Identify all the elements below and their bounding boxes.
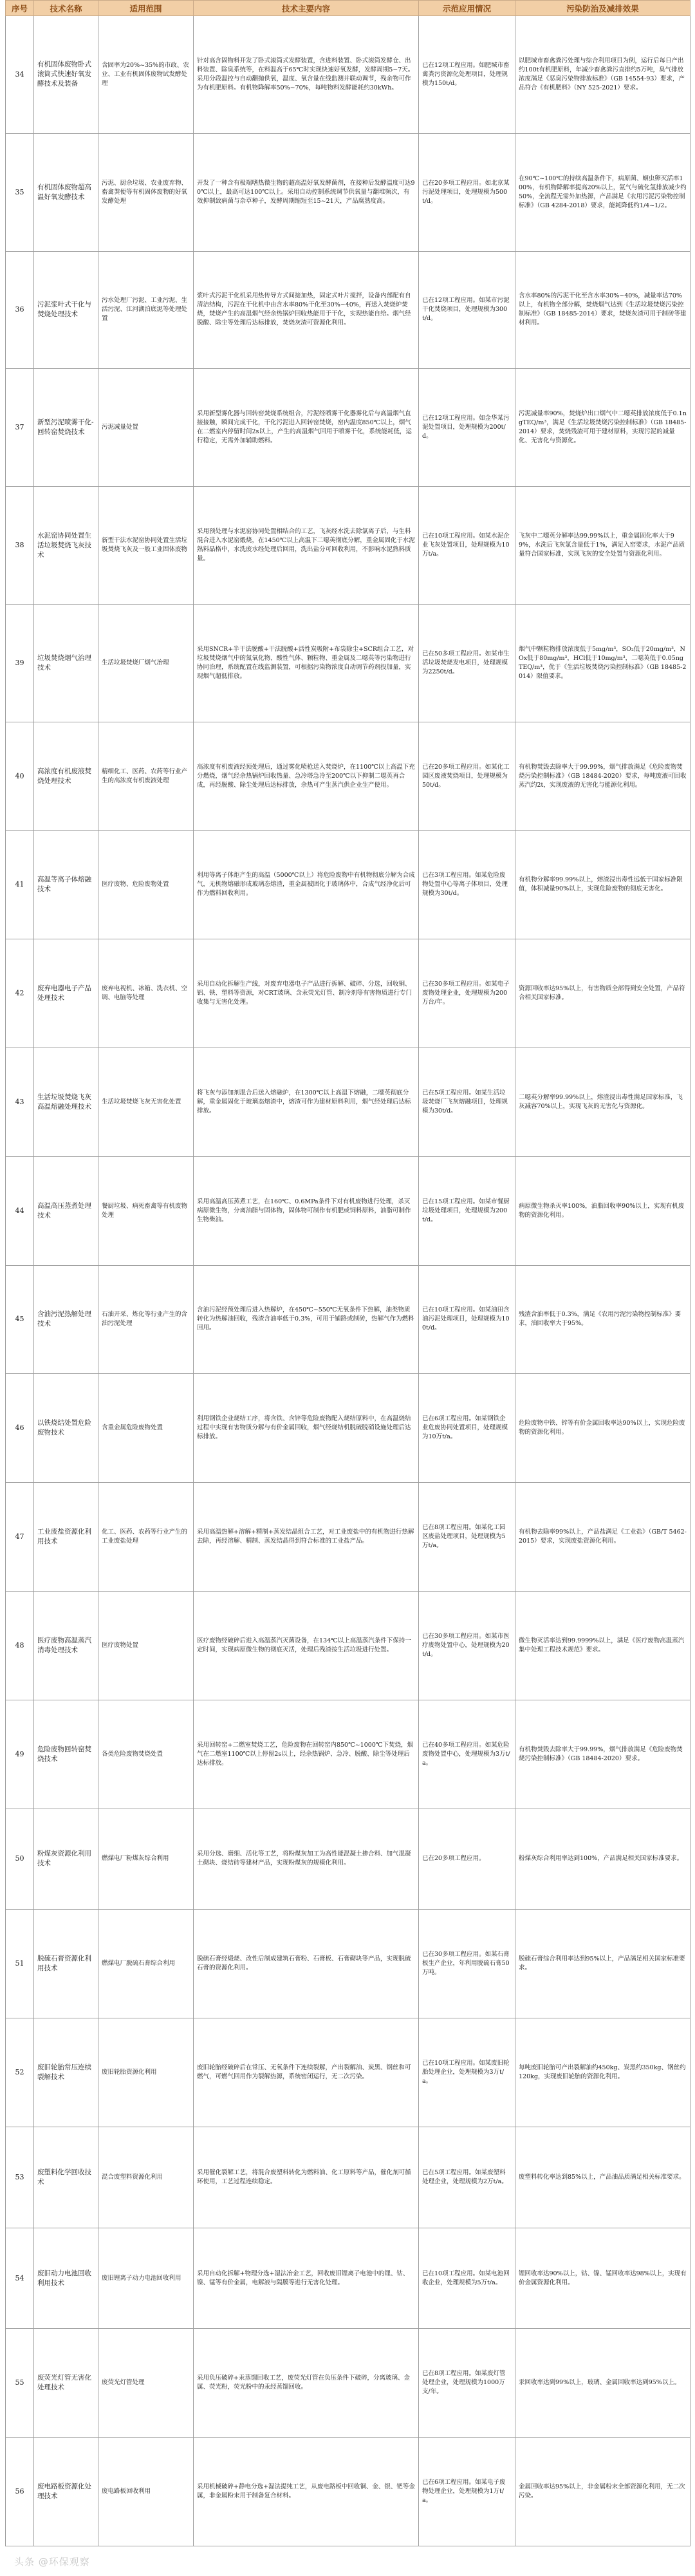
applicable-scope: 废旧锂离子动力电池回收利用 (98, 2228, 194, 2329)
table-header-row (6, 1, 690, 16)
table-body (6, 16, 690, 2546)
technology-name: 废旧动力电池回收利用技术 (34, 2228, 98, 2329)
technology-description: 采用新型雾化器与回转窑焚烧系统组合，污泥经喷雾干化器雾化后与高温烟气直接接触，瞬间完成干化，干化污泥进入回转窑焚烧，窑内温度850℃以上，烟气在二燃室内停留时间2s以上，产生的高温烟气回用于喷雾干化，系统能耗低，运行稳定，无需外加辅助燃料。 (194, 369, 419, 487)
applicable-scope: 医疗废物处置 (98, 1591, 194, 1700)
applicable-scope: 废弃电视机、冰箱、洗衣机、空调、电脑等处理 (98, 939, 194, 1048)
technology-name: 工业废盐资源化利用技术 (34, 1483, 98, 1592)
table-row (6, 2329, 690, 2438)
header-description: 技术主要内容 (194, 1, 419, 16)
pollution-control-effect: 二噁英分解率99.99%以上，熔渣浸出毒性满足国家标准，飞灰减容70%以上，实现飞灰的无害化与资源化。 (515, 1048, 690, 1157)
application-case: 已在40多项工程应用。如某危险废物处置中心，处理规模为3万t/a。 (419, 1700, 515, 1809)
table-row (6, 1483, 690, 1592)
technology-description: 采用高温热解+溶解+精制+蒸发结晶组合工艺，对工业废盐中的有机物进行热解去除，再经溶解、精制、蒸发结晶得到符合标准的工业盐产品。 (194, 1483, 419, 1592)
row-index: 48 (6, 1591, 34, 1700)
applicable-scope: 医疗废物、危险废物处置 (98, 831, 194, 939)
technology-name: 粉煤灰资源化利用技术 (34, 1809, 98, 1910)
table-row (6, 1809, 690, 1910)
pollution-control-effect: 锂回收率达90%以上，钴、镍、锰回收率达98%以上，实现有价金属资源化利用。 (515, 2228, 690, 2329)
application-case: 已在15项工程应用。如某市餐厨垃圾处理项目，处理规模为200t/d。 (419, 1156, 515, 1265)
application-case: 已在20多项工程应用。如某化工园区废液焚烧项目，处理规模为50t/d。 (419, 722, 515, 831)
table-row (6, 369, 690, 487)
table-row (6, 831, 690, 939)
technology-name: 水泥窑协同处置生活垃圾焚烧飞灰技术 (34, 487, 98, 605)
applicable-scope: 化工、医药、农药等行业产生的工业废盐处理 (98, 1483, 194, 1592)
technology-description: 采用自动化拆解生产线，对废弃电器电子产品进行拆解、破碎、分选，回收铜、铝、铁、塑料等资源，对CRT玻璃、含汞荧光灯管、制冷剂等有害物质进行专门收集与无害化处理。 (194, 939, 419, 1048)
technology-name: 垃圾焚烧烟气治理技术 (34, 604, 98, 722)
technology-description: 含油污泥经预处理后进入热解炉，在450℃~550℃无氧条件下热解，油类物质转化为热解油回收，残渣含油率低于0.3%，可用于铺路或制砖，热解气作为燃料回用。 (194, 1265, 419, 1374)
technology-name: 废弃电器电子产品处理技术 (34, 939, 98, 1048)
applicable-scope: 废旧轮胎资源化利用 (98, 2018, 194, 2127)
table-row (6, 604, 690, 722)
table-row (6, 251, 690, 369)
pollution-control-effect: 微生物灭活率达到99.9999%以上，满足《医疗废物高温蒸汽集中处理工程技术规范》要求。 (515, 1591, 690, 1700)
technology-description: 废旧轮胎经破碎后在常压、无氧条件下连续裂解，产出裂解油、炭黑、钢丝和可燃气，可燃气回用作为裂解热源，系统密闭运行，无二次污染。 (194, 2018, 419, 2127)
technology-name: 新型污泥喷雾干化-回转窑焚烧技术 (34, 369, 98, 487)
technology-description: 采用预处理与水泥窑协同处置相结合的工艺，飞灰经水洗去除氯离子后，与生料混合进入水泥窑煅烧，在1450℃以上高温下二噁英彻底分解，重金属固化于水泥熟料晶格中，水洗废水经处理后回用，洗出盐分可回收利用，不影响水泥熟料质量。 (194, 487, 419, 605)
technology-description: 开发了一种含有极端嗜热微生物的超高温好氧发酵菌剂，在接种后发酵温度可达90℃以上，最高可达100℃以上。采用自动控制系统调节供氧量与翻堆频次，有效抑制致病菌与杂草种子，发酵周期缩短至15~21天，产品腐熟度高。 (194, 133, 419, 251)
pollution-control-effect: 粉煤灰综合利用率达到100%，产品满足相关国家标准要求。 (515, 1809, 690, 1910)
pollution-control-effect: 病原微生物杀灭率100%，油脂回收率90%以上，实现有机废物的资源化利用。 (515, 1156, 690, 1265)
technology-name: 废荧光灯管无害化处理技术 (34, 2329, 98, 2438)
technology-description: 利用等离子体炬产生的高温（5000℃以上）将危险废物中有机物彻底分解为合成气，无机物熔融形成玻璃态熔渣，重金属被固化于玻璃体中，合成气经净化后可作为燃料回收利用。 (194, 831, 419, 939)
pollution-control-effect: 在90℃~100℃的持续高温条件下，病原菌、蛔虫卵灭活率100%，有机物降解率提高20%以上，氨气与硫化氢排放减少约50%，全流程无需外加热源，产品满足《农用污泥污染物控制标准》（GB 4284-2018）要求，能耗降低约1/4~1/2。 (515, 133, 690, 251)
technology-name: 高浓度有机废液焚烧处理技术 (34, 722, 98, 831)
technology-name: 高温等离子体熔融技术 (34, 831, 98, 939)
pollution-control-effect: 烟气中颗粒物排放浓度低于5mg/m³，SO₂低于20mg/m³，NOx低于80mg/m³，HCl低于10mg/m³，二噁英低于0.05ngTEQ/m³，优于《生活垃圾焚烧污染控制标准》（GB 18485-2014）限值要求。 (515, 604, 690, 722)
row-index: 51 (6, 1910, 34, 2018)
technology-description: 采用负压破碎+汞蒸馏回收工艺，废荧光灯管在负压条件下破碎，分离玻璃、金属、荧光粉，荧光粉中的汞经蒸馏回收。 (194, 2329, 419, 2438)
applicable-scope: 新型干法水泥窑协同处置生活垃圾焚烧飞灰及一般工业固体废物 (98, 487, 194, 605)
table-row (6, 2018, 690, 2127)
technology-description: 采用自动化拆解+物理分选+湿法冶金工艺，回收废旧锂离子电池中的锂、钴、镍、锰等有价金属，电解液与隔膜等进行无害化处理。 (194, 2228, 419, 2329)
applicable-scope: 各类危险废物焚烧处置 (98, 1700, 194, 1809)
pollution-control-effect: 危险废物中铁、锌等有价金属回收率达90%以上，实现危险废物的资源化利用。 (515, 1374, 690, 1483)
application-case: 已在50多项工程应用。如某市生活垃圾焚烧发电项目，处理规模为2250t/d。 (419, 604, 515, 722)
applicable-scope: 生活垃圾焚烧厂烟气治理 (98, 604, 194, 722)
document-table-wrapper (5, 0, 690, 2546)
application-case: 已在8项工程应用。如某化工园区废盐处理项目，处理规模为5万t/a。 (419, 1483, 515, 1592)
pollution-control-effect: 残渣含油率低于0.3%，满足《农用污泥污染物控制标准》要求，油回收率大于95%。 (515, 1265, 690, 1374)
application-case: 已在12项工程应用。如金华某污泥处置项目，处理规模为200t/d。 (419, 369, 515, 487)
row-index: 38 (6, 487, 34, 605)
pollution-control-effect: 以肥城市畜禽粪污处理与综合利用项目为例，运行后每日产出约100t有机肥原料，年减少畜禽粪污直排约5万吨，臭气排放浓度满足《恶臭污染物排放标准》（GB 14554-93）要求，产品符合《有机肥料》（NY 525-2021）要求。 (515, 16, 690, 134)
technology-name: 生活垃圾焚烧飞灰高温熔融处理技术 (34, 1048, 98, 1157)
technology-description: 医疗废物经破碎后进入高温蒸汽灭菌设备，在134℃以上高温蒸汽条件下保持一定时间，实现病原微生物的彻底灭活，处理后残渣按生活垃圾进行处置。 (194, 1591, 419, 1700)
application-case: 已在10项工程应用。如某水泥企业飞灰处置项目，处理规模为10万t/a。 (419, 487, 515, 605)
header-index: 序号 (6, 1, 34, 16)
applicable-scope: 燃煤电厂粉煤灰综合利用 (98, 1809, 194, 1910)
pollution-control-effect: 污泥减量率90%，焚烧炉出口烟气中二噁英排放浓度低于0.1ngTEQ/m³，满足《生活垃圾焚烧污染控制标准》（GB 18485-2014）要求，焚烧残渣可用于建材原料，实现污泥的减量化、无害化与资源化。 (515, 369, 690, 487)
table-row (6, 133, 690, 251)
technology-description: 采用SNCR+半干法脱酸+干法脱酸+活性炭吸附+布袋除尘+SCR组合工艺，对垃圾焚烧烟气中的氮氧化物、酸性气体、颗粒物、重金属及二噁英等污染物进行协同治理，系统配置在线监测装置，可根据污染物浓度自动调节药剂投加量，实现烟气超低排放。 (194, 604, 419, 722)
technology-name: 以铁烧结处置危险废物技术 (34, 1374, 98, 1483)
technology-table (5, 0, 690, 2546)
pollution-control-effect: 金属回收率达95%以上，非金属粉末全部资源化利用，无二次污染。 (515, 2438, 690, 2546)
pollution-control-effect: 有机物去除率99%以上，产品盐满足《工业盐》（GB/T 5462-2015）要求，实现废盐资源化利用。 (515, 1483, 690, 1592)
row-index: 55 (6, 2329, 34, 2438)
application-case: 已在30多项工程应用。如某石膏板生产企业，年利用脱硫石膏50万吨。 (419, 1910, 515, 2018)
application-case: 已在10项工程应用。如某电池回收企业，处理规模为5万t/a。 (419, 2228, 515, 2329)
application-case: 已在5项工程应用。如某废塑料处理企业，处理规模为2万t/a。 (419, 2127, 515, 2228)
row-index: 45 (6, 1265, 34, 1374)
technology-name: 污泥浆叶式干化与焚烧处理技术 (34, 251, 98, 369)
pollution-control-effect: 有机物焚毁去除率大于99.99%，烟气排放满足《危险废物焚烧污染控制标准》（GB 18484-2020）要求，每吨废液可回收蒸汽约2t，实现废液的无害化与能源化利用。 (515, 722, 690, 831)
technology-description: 将飞灰与添加剂混合后送入熔融炉，在1300℃以上高温下熔融，二噁英彻底分解，重金属固化于玻璃态熔渣中，熔渣可作为建材原料利用，烟气经处理后达标排放。 (194, 1048, 419, 1157)
watermark-text: 头条 @环保观察 (14, 2556, 90, 2568)
technology-name: 危险废物回转窑焚烧技术 (34, 1700, 98, 1809)
table-row (6, 2228, 690, 2329)
technology-description: 采用机械破碎+静电分选+湿法提纯工艺，从废电路板中回收铜、金、银、钯等金属，非金属粉末用于制备复合材料。 (194, 2438, 419, 2546)
application-case: 已在30多项工程应用。如某市医疗废物处置中心，处理规模为20t/d。 (419, 1591, 515, 1700)
row-index: 36 (6, 251, 34, 369)
pollution-control-effect: 汞回收率达到99%以上，玻璃、金属回收率达到95%以上。 (515, 2329, 690, 2438)
technology-name: 脱硫石膏资源化利用技术 (34, 1910, 98, 2018)
row-index: 41 (6, 831, 34, 939)
application-case: 已在10项工程应用。如某油田含油污泥处理项目，处理规模为100t/d。 (419, 1265, 515, 1374)
table-row (6, 1591, 690, 1700)
technology-description: 采用催化裂解工艺，将混合废塑料转化为燃料油、化工原料等产品，催化剂可循环使用，工艺过程连续稳定。 (194, 2127, 419, 2228)
row-index: 54 (6, 2228, 34, 2329)
row-index: 52 (6, 2018, 34, 2127)
technology-name: 医疗废物高温蒸汽消毒处理技术 (34, 1591, 98, 1700)
technology-name: 废电路板资源化处理技术 (34, 2438, 98, 2546)
applicable-scope: 混合废塑料资源化利用 (98, 2127, 194, 2228)
technology-name: 有机固体废物超高温好氧发酵技术 (34, 133, 98, 251)
application-case: 已在6项工程应用。如某钢铁企业危废协同处置项目，处理规模为10万t/a。 (419, 1374, 515, 1483)
application-case: 已在6项工程应用。如某电子废物处理企业，处理规模为1万t/a。 (419, 2438, 515, 2546)
application-case: 已在30多项工程应用。如某电子废物处理企业，处理规模为200万台/年。 (419, 939, 515, 1048)
application-case: 已在5项工程应用。如某生活垃圾焚烧厂飞灰熔融项目，处理规模为30t/d。 (419, 1048, 515, 1157)
technology-description: 针对高含固物料开发了卧式滚筒式发酵装置，含进料装置、卧式滚筒发酵仓、出料装置、除臭系统等，在料温高于65℃时实现快速好氧发酵，发酵周期5~7天。采用分段温控与自动翻抛供氧，温度、氧含量在线监测并联动调节，残余物可作为有机肥原料。有机物降解率50%~70%，每吨物料发酵能耗约30kWh。 (194, 16, 419, 134)
application-case: 已在12项工程应用。如某市污泥干化焚烧项目，处理规模为300t/d。 (419, 251, 515, 369)
application-case: 已在20多项工程应用。 (419, 1809, 515, 1910)
row-index: 49 (6, 1700, 34, 1809)
technology-description: 采用回转窑+二燃室焚烧工艺，危险废物在回转窑内850℃~1000℃下焚烧，烟气在二燃室1100℃以上停留2s以上，经余热锅炉、急冷、脱酸、除尘等处理后达标排放。 (194, 1700, 419, 1809)
table-row (6, 1910, 690, 2018)
technology-description: 采用分选、磨细、活化等工艺，将粉煤灰加工为高性能混凝土掺合料、加气混凝土砌块、烧结砖等建材产品，实现粉煤灰的规模化利用。 (194, 1809, 419, 1910)
technology-name: 废塑料化学回收技术 (34, 2127, 98, 2228)
technology-description: 高浓度有机废液经预处理后，通过雾化喷枪送入焚烧炉，在1100℃以上高温下充分燃烧，烟气经余热锅炉回收热量、急冷塔急冷至200℃以下抑制二噁英再合成，再经脱酸、除尘处理后达标排放，余热可产生蒸汽供企业生产使用。 (194, 722, 419, 831)
row-index: 56 (6, 2438, 34, 2546)
pollution-control-effect: 废塑料转化率达到85%以上，产品油品质满足相关标准要求。 (515, 2127, 690, 2228)
row-index: 34 (6, 16, 34, 134)
applicable-scope: 含固率为20%~35%的市政、农业、工业有机固体废物试发酵处理 (98, 16, 194, 134)
pollution-control-effect: 每吨废旧轮胎可产出裂解油约450kg、炭黑约350kg、钢丝约120kg，实现废旧轮胎的资源化利用。 (515, 2018, 690, 2127)
table-row (6, 939, 690, 1048)
row-index: 53 (6, 2127, 34, 2228)
technology-name: 高温高压蒸煮处理技术 (34, 1156, 98, 1265)
row-index: 42 (6, 939, 34, 1048)
pollution-control-effect: 有机物焚毁去除率大于99.99%，烟气排放满足《危险废物焚烧污染控制标准》（GB 18484-2020）要求。 (515, 1700, 690, 1809)
header-case: 示范应用情况 (419, 1, 515, 16)
row-index: 43 (6, 1048, 34, 1157)
technology-description: 浆叶式污泥干化机采用热传导方式间接加热，固定式叶片搅拌，设备内部配有自清洁结构，污泥在干化机中由含水率80%干化至30%~40%，再送入焚烧炉焚烧，焚烧产生的高温烟气经余热锅炉回收热能用于干化，实现热能自给。烟气经脱酸、除尘等处理后达标排放，焚烧灰渣可资源化利用。 (194, 251, 419, 369)
technology-name: 有机固体废物卧式滚筒式快速好氧发酵技术及装备 (34, 16, 98, 134)
applicable-scope: 污泥、厨余垃圾、农业废弃物、畜禽粪便等有机固体废物的好氧发酵处理 (98, 133, 194, 251)
table-row (6, 2438, 690, 2546)
row-index: 44 (6, 1156, 34, 1265)
application-case: 已在12项工程应用。如肥城市畜禽粪污资源化处理项目，处理规模为150t/d。 (419, 16, 515, 134)
table-row (6, 1048, 690, 1157)
technology-description: 利用钢铁企业烧结工序，将含铁、含锌等危险废物配入烧结原料中，在高温烧结过程中实现有害物质分解与有价金属回收，烟气经烧结机脱硫脱硝设施处理后达标排放。 (194, 1374, 419, 1483)
application-case: 已在3项工程应用。如某危险废物处置中心等离子体项目，处理规模为30t/d。 (419, 831, 515, 939)
pollution-control-effect: 有机物分解率99.99%以上，熔渣浸出毒性远低于国家标准限值，体积减量90%以上，实现危险废物的彻底无害化。 (515, 831, 690, 939)
header-scope: 适用范围 (98, 1, 194, 16)
header-name: 技术名称 (34, 1, 98, 16)
row-index: 40 (6, 722, 34, 831)
pollution-control-effect: 含水率80%的污泥干化至含水率30%~40%，减量率达70%以上，有机物全部分解，焚烧烟气达到《生活垃圾焚烧污染控制标准》（GB 18485-2014）要求，焚烧灰渣可用于制砖等建材利用。 (515, 251, 690, 369)
row-index: 46 (6, 1374, 34, 1483)
application-case: 已在20多项工程应用。如北京某污泥处理项目，处理规模为500t/d。 (419, 133, 515, 251)
table-row (6, 487, 690, 605)
technology-name: 废旧轮胎常压连续裂解技术 (34, 2018, 98, 2127)
pollution-control-effect: 脱硫石膏综合利用率达到95%以上，产品满足相关国家标准要求。 (515, 1910, 690, 2018)
technology-name: 含油污泥热解处理技术 (34, 1265, 98, 1374)
row-index: 47 (6, 1483, 34, 1592)
pollution-control-effect: 飞灰中二噁英分解率达99.99%以上，重金属固化率大于99%，水洗后飞灰氯含量低于1%，满足入窑要求，水泥产品质量符合国家标准，实现飞灰的安全处置与资源化利用。 (515, 487, 690, 605)
applicable-scope: 含重金属危险废物处置 (98, 1374, 194, 1483)
applicable-scope: 污水处理厂污泥、工业污泥、生活污泥、江河湖泊底泥等处理处置 (98, 251, 194, 369)
applicable-scope: 精细化工、医药、农药等行业产生的高浓度有机废液处理 (98, 722, 194, 831)
table-row (6, 1374, 690, 1483)
table-row (6, 16, 690, 134)
row-index: 50 (6, 1809, 34, 1910)
application-case: 已在8项工程应用。如某废灯管处理企业，处理规模为1000万支/年。 (419, 2329, 515, 2438)
table-row (6, 1700, 690, 1809)
applicable-scope: 废荧光灯管处理 (98, 2329, 194, 2438)
applicable-scope: 石油开采、炼化等行业产生的含油污泥处理 (98, 1265, 194, 1374)
table-row (6, 1265, 690, 1374)
technology-description: 脱硫石膏经煅烧、改性后制成建筑石膏粉、石膏板、石膏砌块等产品，实现脱硫石膏的资源化利用。 (194, 1910, 419, 2018)
table-row (6, 2127, 690, 2228)
row-index: 35 (6, 133, 34, 251)
applicable-scope: 废电路板回收利用 (98, 2438, 194, 2546)
applicable-scope: 餐厨垃圾、病死畜禽等有机废物处理 (98, 1156, 194, 1265)
pollution-control-effect: 资源回收率达95%以上，有害物质全部得到安全处置，产品符合相关国家标准。 (515, 939, 690, 1048)
header-effect: 污染防治及减排效果 (515, 1, 690, 16)
table-row (6, 722, 690, 831)
applicable-scope: 燃煤电厂脱硫石膏综合利用 (98, 1910, 194, 2018)
applicable-scope: 污泥减量处置 (98, 369, 194, 487)
row-index: 39 (6, 604, 34, 722)
technology-description: 采用高温高压蒸煮工艺，在160℃、0.6MPa条件下对有机废物进行处理，杀灭病原微生物，分离油脂与固体物，固体物可制作有机肥或饲料原料，油脂可制作生物柴油。 (194, 1156, 419, 1265)
table-row (6, 1156, 690, 1265)
applicable-scope: 生活垃圾焚烧飞灰无害化处置 (98, 1048, 194, 1157)
application-case: 已在10项工程应用。如某废旧轮胎处理企业，处理规模为3万t/a。 (419, 2018, 515, 2127)
row-index: 37 (6, 369, 34, 487)
